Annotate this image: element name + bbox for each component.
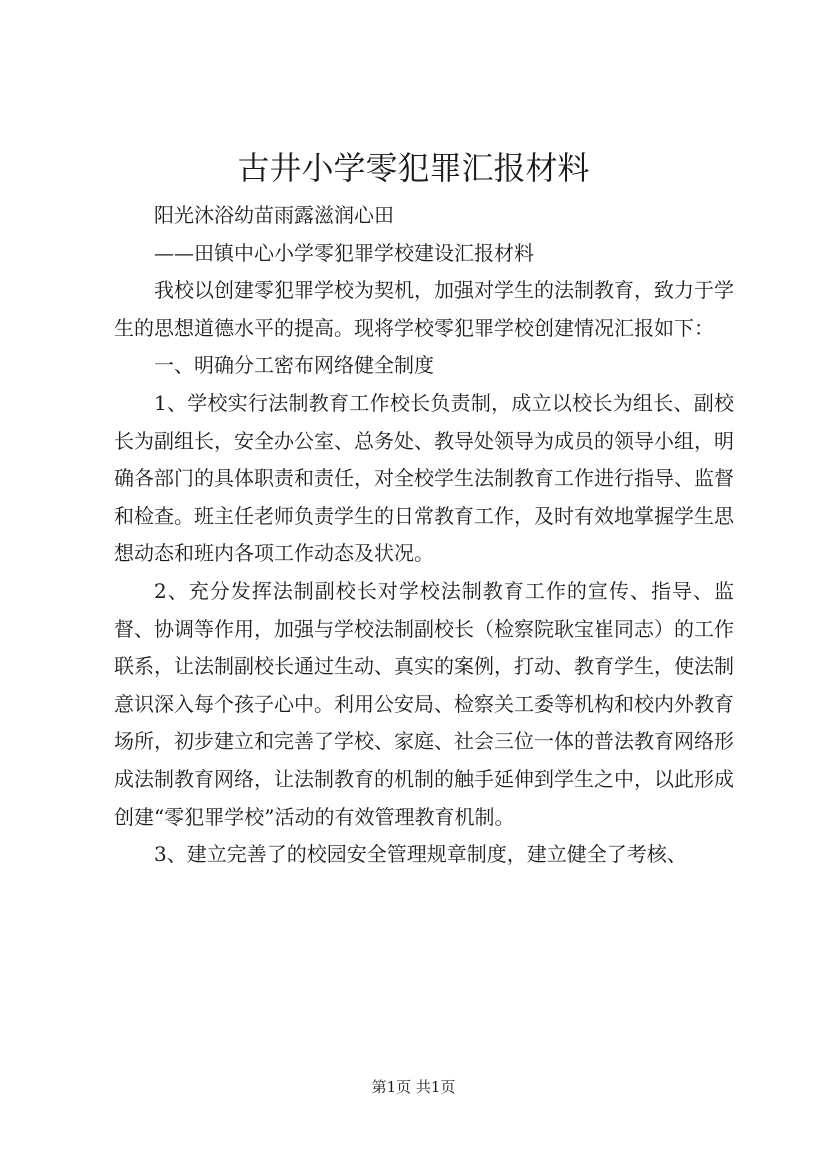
- document-body: [114, 197, 734, 874]
- paragraph-item-1: 1、学校实行法制教育工作校长负责制，成立以校长为组长、副校长为副组长，安全办公室、总务处、教导处领导为成员的领导小组，明确各部门的具体职责和责任，对全校学生法制教育工作进行指导、监督和检查。班主任老师负责学生的日常教育工作，及时有效地掌握学生思想动态和班内各项工作动态及状况。: [114, 390, 734, 566]
- page-footer: 第1页 共1页: [371, 1078, 456, 1096]
- intro-paragraph: 我校以创建零犯罪学校为契机，加强对学生的法制教育，致力于学生的思想道德水平的提高。现将学校零犯罪学校创建情况汇报如下：: [114, 278, 734, 340]
- document-title: 古井小学零犯罪汇报材料: [237, 149, 590, 187]
- paragraph-item-3: 3、建立完善了的校园安全管理规章制度，建立健全了考核、: [154, 842, 687, 867]
- subtitle-line: 阳光沐浴幼苗雨露滋润心田: [154, 203, 394, 227]
- section-heading-1: 一、明确分工密布网络健全制度: [154, 353, 434, 378]
- subtitle-school-line: ——田镇中心小学零犯罪学校建设汇报材料: [154, 240, 534, 265]
- paragraph-item-2: 2、充分发挥法制副校长对学校法制教育工作的宣传、指导、监督、协调等作用，加强与学校法制副校长（检察院耿宝崔同志）的工作联系，让法制副校长通过生动、真实的案例，打动、教育学生，使法制意识深入每个孩子心中。利用公安局、检察关工委等机构和校内外教育场所，初步建立和完善了学校、家庭、社会三位一体的普法教育网络形成法制教育网络，让法制教育的机制的触手延伸到学生之中，以此形成创建“零犯罪学校”活动的有效管理教育机制。: [114, 578, 734, 829]
